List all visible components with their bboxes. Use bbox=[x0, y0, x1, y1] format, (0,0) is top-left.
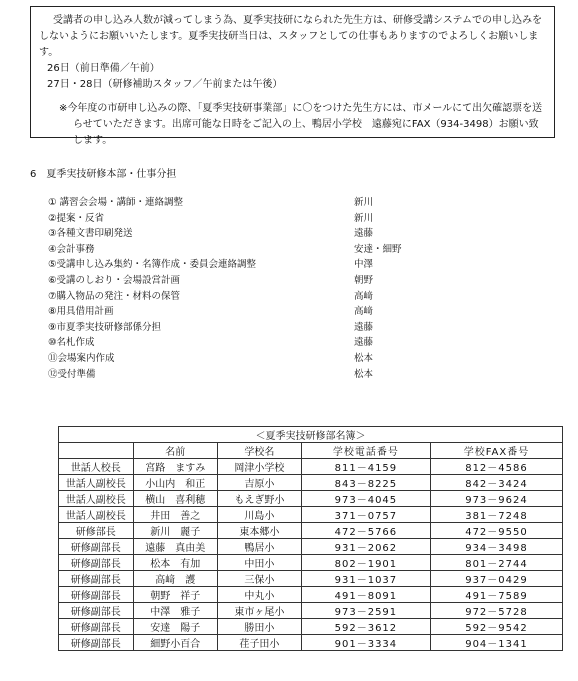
task-row bbox=[48, 195, 468, 211]
table-row bbox=[59, 539, 563, 555]
task-row bbox=[48, 273, 468, 289]
task-row bbox=[48, 351, 468, 367]
roster-tel: 371－0757 bbox=[301, 507, 430, 523]
roster-tel: 802－1901 bbox=[301, 555, 430, 571]
table-row bbox=[59, 603, 563, 619]
table-row bbox=[59, 555, 563, 571]
task-assignee: 遠藤 bbox=[354, 337, 374, 349]
notice-note: ※今年度の市研申し込みの際、「夏季実技研事業部」に〇をつけた先生方には、市メールにて出欠確認票を送らせていただきます。出席可能な日時をご記入の上、鴨居小学校 遠藤宛にFAX（934-3498）お願い致します。 bbox=[59, 103, 543, 146]
roster-header-row bbox=[59, 443, 563, 459]
roster-school: 中田小 bbox=[217, 555, 301, 571]
task-row bbox=[48, 226, 468, 242]
task-row bbox=[48, 242, 468, 258]
task-label: ⑦購入物品の発注・材料の保管 bbox=[48, 290, 181, 302]
task-row bbox=[48, 335, 468, 351]
roster-header: 学校名 bbox=[217, 443, 301, 459]
roster-role: 研修副部長 bbox=[59, 619, 134, 635]
task-assignee: 遠藤 bbox=[354, 321, 374, 333]
notice-day2: 27日・28日（研修補助スタッフ／午前または午後） bbox=[47, 79, 283, 90]
task-label: ① 講習会会場・講師・連絡調整 bbox=[48, 197, 184, 208]
table-row bbox=[59, 571, 563, 587]
roster-school: 東市ヶ尾小 bbox=[217, 603, 301, 619]
task-label: ⑧用具借用計画 bbox=[48, 306, 114, 318]
table-row bbox=[59, 475, 563, 491]
roster-name: 横山 喜利穂 bbox=[133, 491, 217, 507]
roster-tel: 592－3612 bbox=[301, 619, 430, 635]
roster-fax: 937－0429 bbox=[430, 571, 562, 587]
task-assignee: 遠藤 bbox=[354, 228, 374, 240]
task-label: ②提案・反省 bbox=[48, 212, 105, 224]
roster-school: 東本郷小 bbox=[217, 523, 301, 539]
roster-header: 名前 bbox=[133, 443, 217, 459]
section-title: 6 夏季実技研修本部・仕事分担 bbox=[30, 169, 177, 180]
task-row bbox=[48, 211, 468, 227]
roster-role: 研修副部長 bbox=[59, 635, 134, 651]
roster-school: 岡津小学校 bbox=[217, 459, 301, 475]
roster-name: 朝野 祥子 bbox=[133, 587, 217, 603]
task-label: ⑥受講のしおり・会場設営計画 bbox=[48, 274, 181, 286]
roster-name: 安達 陽子 bbox=[133, 619, 217, 635]
roster-role: 研修副部長 bbox=[59, 571, 134, 587]
task-label: ⑤受講申し込み集約・名簿作成・委員会連絡調整 bbox=[48, 259, 257, 271]
roster-tel: 973－2591 bbox=[301, 603, 430, 619]
notice-paragraph: 受講者の申し込み人数が減ってしまう為、夏季実技研になられた先生方は、研修受講システムでの申し込みをしないようにお願いいたします。夏季実技研当日は、スタッフとしての仕事もありますのでよろしくお願いします。 bbox=[39, 15, 542, 58]
notice-box bbox=[30, 6, 555, 146]
task-label: ③各種文書印刷発送 bbox=[48, 228, 133, 240]
roster-fax: 472－9550 bbox=[430, 523, 562, 539]
roster-name: 新川 麗子 bbox=[133, 523, 217, 539]
task-label: ⑩名札作成 bbox=[48, 337, 95, 349]
roster-role: 研修部長 bbox=[59, 523, 134, 539]
table-row bbox=[59, 635, 563, 651]
roster-fax: 491－7589 bbox=[430, 587, 562, 603]
task-list bbox=[48, 195, 468, 382]
roster-fax: 801－2744 bbox=[430, 555, 562, 571]
roster-school: 吉原小 bbox=[217, 475, 301, 491]
roster-tel: 472－5766 bbox=[301, 523, 430, 539]
roster-school: 荏子田小 bbox=[217, 635, 301, 651]
task-assignee: 松本 bbox=[354, 368, 374, 380]
roster-fax: 973－9624 bbox=[430, 491, 562, 507]
roster-tel: 811－4159 bbox=[301, 459, 430, 475]
roster-name: 宮路 ますみ bbox=[133, 459, 217, 475]
roster-header: 学校FAX番号 bbox=[430, 443, 562, 459]
roster-tel: 973－4045 bbox=[301, 491, 430, 507]
task-assignee: 朝野 bbox=[354, 274, 374, 286]
roster-role: 研修副部長 bbox=[59, 603, 134, 619]
table-row bbox=[59, 619, 563, 635]
roster-school: 鴨居小 bbox=[217, 539, 301, 555]
roster-role: 世話人校長 bbox=[59, 459, 134, 475]
task-row bbox=[48, 367, 468, 383]
roster-role: 研修副部長 bbox=[59, 539, 134, 555]
roster-header bbox=[59, 443, 134, 459]
table-row bbox=[59, 587, 563, 603]
task-assignee: 新川 bbox=[354, 212, 374, 224]
roster-name: 松本 有加 bbox=[133, 555, 217, 571]
roster-header: 学校電話番号 bbox=[301, 443, 430, 459]
roster-fax: 842－3424 bbox=[430, 475, 562, 491]
table-row bbox=[59, 459, 563, 475]
roster-role: 世話人副校長 bbox=[59, 475, 134, 491]
roster-fax: 934－3498 bbox=[430, 539, 562, 555]
roster-table bbox=[58, 426, 563, 651]
roster-name: 中澤 雅子 bbox=[133, 603, 217, 619]
roster-role: 研修副部長 bbox=[59, 587, 134, 603]
roster-name: 細野小百合 bbox=[133, 635, 217, 651]
task-row bbox=[48, 257, 468, 273]
task-label: ⑫受付準備 bbox=[48, 368, 96, 380]
notice-day1: 26日（前日準備／午前） bbox=[47, 63, 160, 74]
roster-fax: 904－1341 bbox=[430, 635, 562, 651]
roster-school: 中丸小 bbox=[217, 587, 301, 603]
roster-school: もえぎ野小 bbox=[217, 491, 301, 507]
task-label: ④会計事務 bbox=[48, 243, 95, 255]
task-row bbox=[48, 320, 468, 336]
task-assignee: 松本 bbox=[354, 352, 374, 364]
task-assignee: 高﨑 bbox=[354, 290, 374, 302]
task-label: ⑨市夏季実技研修部係分担 bbox=[48, 321, 162, 333]
roster-fax: 381－7248 bbox=[430, 507, 562, 523]
table-row bbox=[59, 523, 563, 539]
roster-tel: 931－2062 bbox=[301, 539, 430, 555]
roster-role: 世話人副校長 bbox=[59, 507, 134, 523]
task-assignee: 新川 bbox=[354, 197, 374, 208]
roster-role: 世話人副校長 bbox=[59, 491, 134, 507]
roster-role: 研修副部長 bbox=[59, 555, 134, 571]
table-row bbox=[59, 491, 563, 507]
roster-name: 小山内 和正 bbox=[133, 475, 217, 491]
roster-fax: 972－5728 bbox=[430, 603, 562, 619]
roster-caption: ＜夏季実技研修部名簿＞ bbox=[59, 427, 563, 443]
roster-school: 勝田小 bbox=[217, 619, 301, 635]
roster-fax: 812－4586 bbox=[430, 459, 562, 475]
roster-tel: 491－8091 bbox=[301, 587, 430, 603]
roster-fax: 592－9542 bbox=[430, 619, 562, 635]
roster-name: 井田 善之 bbox=[133, 507, 217, 523]
table-row bbox=[59, 507, 563, 523]
roster-name: 遠藤 真由美 bbox=[133, 539, 217, 555]
roster-school: 川島小 bbox=[217, 507, 301, 523]
roster-tel: 931－1037 bbox=[301, 571, 430, 587]
task-assignee: 中澤 bbox=[354, 259, 374, 271]
roster-name: 高﨑 護 bbox=[133, 571, 217, 587]
task-row bbox=[48, 304, 468, 320]
roster-tel: 901－3334 bbox=[301, 635, 430, 651]
roster-tel: 843－8225 bbox=[301, 475, 430, 491]
roster-school: 三保小 bbox=[217, 571, 301, 587]
task-assignee: 高﨑 bbox=[354, 306, 374, 318]
task-label: ⑪会場案内作成 bbox=[48, 352, 115, 364]
task-assignee: 安達・細野 bbox=[354, 243, 402, 255]
task-row bbox=[48, 289, 468, 305]
